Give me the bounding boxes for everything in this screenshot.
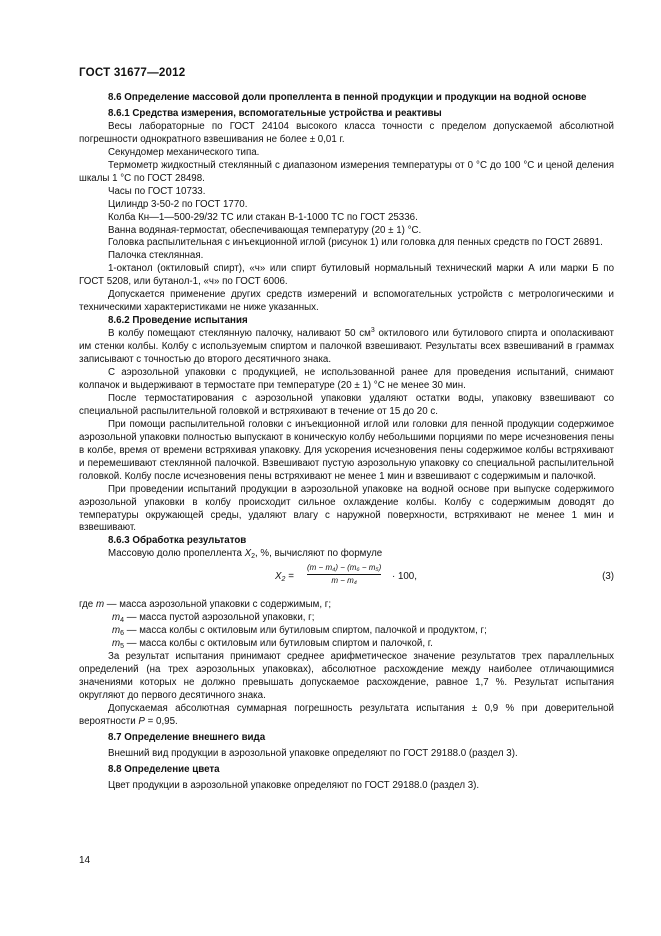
list-item: Палочка стеклянная. bbox=[108, 250, 204, 262]
list-item: Колба Кн—1—500-29/32 ТС или стакан В-1-1000 ТС по ГОСТ 25336. bbox=[108, 211, 418, 223]
subscript: 2 bbox=[251, 553, 256, 561]
variable: X bbox=[275, 571, 282, 583]
variable: m bbox=[112, 612, 121, 624]
superscript: 3 bbox=[370, 327, 375, 335]
section-8-8-title: 8.8 Определение цвета bbox=[108, 763, 220, 775]
paragraph: С аэрозольной упаковки с продукцией, не использованной ранее для проведения испытаний, снимают колпачок и выдерживают в термостате при температуре (20 ± 1) °С не менее 30 мин. bbox=[79, 367, 614, 391]
paragraph: Цвет продукции в аэрозольной упаковке определяют по ГОСТ 29188.0 (раздел 3). bbox=[108, 779, 480, 791]
formula-number: (3) bbox=[602, 571, 614, 583]
list-item: Ванна водяная-термостат, обеспечивающая температуру (20 ± 1) °С. bbox=[108, 224, 422, 236]
page-content bbox=[79, 92, 614, 793]
text-run: = 0,95. bbox=[144, 715, 178, 727]
formula-3 bbox=[79, 563, 614, 593]
paragraph: При помощи распылительной головки с инъекционной иглой или головки для пенной продукции содержимое аэрозольной упаковки полностью выпускают в коническую колбу небольшими порциями по мере исчезновения пены в колбе, время от времени встряхивая упаковку. Для ускорения исчезновения пены содержимое колбы встряхивают и перемешивают стеклянной палочкой. Взвешивают пустую аэрозольную упаковку со специальной распылительной головкой. Колбу после исчезновения пены встряхивают не менее 1 мин и взвешивают с содержимым и палочкой. bbox=[79, 418, 614, 482]
variable-definition: — масса колбы с октиловым или бутиловым спиртом, палочкой и продуктом, г; bbox=[124, 625, 487, 637]
section-8-6-2-title: 8.6.2 Проведение испытания bbox=[108, 315, 248, 327]
paragraph: После термостатирования с аэрозольной упаковки удаляют остатки воды, упаковку взвешивают со специальной распылительной головкой и встряхивают в течение от 15 до 20 с. bbox=[79, 392, 614, 417]
variable-definition: — масса аэрозольной упаковки с содержимым, г; bbox=[104, 599, 332, 611]
paragraph bbox=[79, 703, 614, 729]
fraction-bar bbox=[307, 574, 381, 575]
paragraph: Внешний вид продукции в аэрозольной упаковке определяют по ГОСТ 29188.0 (раздел 3). bbox=[108, 747, 518, 759]
formula-intro bbox=[79, 548, 614, 561]
variable-definition: — масса пустой аэрозольной упаковки, г; bbox=[124, 612, 315, 624]
variable: P bbox=[138, 715, 145, 727]
section-8-7-title: 8.7 Определение внешнего вида bbox=[108, 731, 266, 743]
section-8-6-title: 8.6 Определение массовой доли пропеллента в пенной продукции и продукции на водной основе bbox=[108, 92, 587, 103]
where-line bbox=[79, 625, 614, 638]
list-item: Секундомер механического типа. bbox=[108, 146, 260, 158]
where-prefix: где bbox=[79, 599, 96, 611]
variable: X bbox=[244, 548, 252, 560]
variable: m bbox=[112, 638, 121, 650]
subscript: 4 bbox=[120, 617, 125, 625]
formula-numerator: (m − m₄) − (m₆ − m₅) bbox=[307, 563, 382, 573]
where-line bbox=[79, 612, 614, 625]
list-item: Допускается применение других средств измерений и вспомогательных устройств с метрологическими и техническими характеристиками не ниже указанных. bbox=[79, 289, 614, 314]
paragraph: За результат испытания принимают среднее арифметическое значение результатов трех параллельных определений (на трех аэрозольных упаковках), абсолютное расхождение между наиболее отличающимися значениями которых не должно превышать допускаемое расхождение, равное 1,7 %. Результат испытания округляют до первого десятичного знака. bbox=[79, 651, 614, 701]
text-run: Массовую долю пропеллента bbox=[108, 548, 245, 560]
list-item: Цилиндр 3-50-2 по ГОСТ 1770. bbox=[108, 198, 248, 210]
where-line bbox=[79, 638, 614, 651]
list-item: Головка распылительная с инъекционной иглой (рисунок 1) или головка для пенных средств по ГОСТ 26891. bbox=[108, 237, 603, 249]
paragraph bbox=[79, 328, 614, 367]
variable: m bbox=[112, 625, 121, 637]
text-run: Допускаемая абсолютная суммарная погрешность результата испытания ± 0,9 % при доверительной вероятности bbox=[79, 702, 614, 727]
formula-denominator: m − m₄ bbox=[331, 576, 357, 586]
paragraph: При проведении испытаний продукции в аэрозольной упаковке на водной основе при выпуске содержимого аэрозольной упаковки в колбу происходит сильное охлаждение колбы. Колбу с содержимым доводят до температуры окружающей среды, удаляют влагу с наружной поверхности, встряхивают не менее 1 мин и взвешивают. bbox=[79, 483, 614, 534]
text-run: В колбу помещают стеклянную палочку, наливают 50 см bbox=[108, 328, 371, 340]
list-item: Термометр жидкостный стеклянный с диапазоном измерения температуры от 0 °С до 100 °С и ценой деления шкалы 1 °С по ГОСТ 28498. bbox=[79, 159, 614, 184]
list-item: Часы по ГОСТ 10733. bbox=[108, 185, 206, 197]
text-run: октилового или бутилового спирта и ополаскивают им стенки колбы. Колбу с используемым спиртом и палочкой взвешивают. Результаты всех взвешиваний в граммах записывают с точностью до второго десятичного знака. bbox=[79, 328, 614, 366]
list-item: Весы лабораторные по ГОСТ 24104 высокого класса точности с пределом допускаемой абсолютной погрешности однократного взвешивания не более ± 0,01 г. bbox=[79, 120, 614, 145]
section-8-6-1-title: 8.6.1 Средства измерения, вспомогательные устройства и реактивы bbox=[108, 107, 442, 119]
variable: m bbox=[95, 599, 105, 611]
where-line bbox=[79, 599, 614, 612]
standard-header: ГОСТ 31677—2012 bbox=[79, 66, 186, 79]
subscript: 5 bbox=[120, 643, 125, 651]
text-run: , %, вычисляют по формуле bbox=[255, 548, 383, 560]
formula-lhs bbox=[275, 571, 294, 584]
section-8-6-3-title: 8.6.3 Обработка результатов bbox=[108, 535, 247, 547]
subscript: 6 bbox=[120, 630, 125, 638]
variable-definition: — масса колбы с октиловым или бутиловым спиртом и палочкой, г. bbox=[124, 638, 433, 650]
list-item: 1-октанол (октиловый спирт), «ч» или спирт бутиловый нормальный технический марки А или марки Б по ГОСТ 5208, или бутанол-1, «ч» по ГОСТ 6006. bbox=[79, 263, 614, 288]
formula-factor: · 100, bbox=[392, 571, 417, 583]
subscript: 2 bbox=[281, 576, 286, 584]
formula-fraction bbox=[307, 563, 381, 586]
page-number: 14 bbox=[79, 855, 91, 866]
equals-sign: = bbox=[285, 571, 294, 583]
